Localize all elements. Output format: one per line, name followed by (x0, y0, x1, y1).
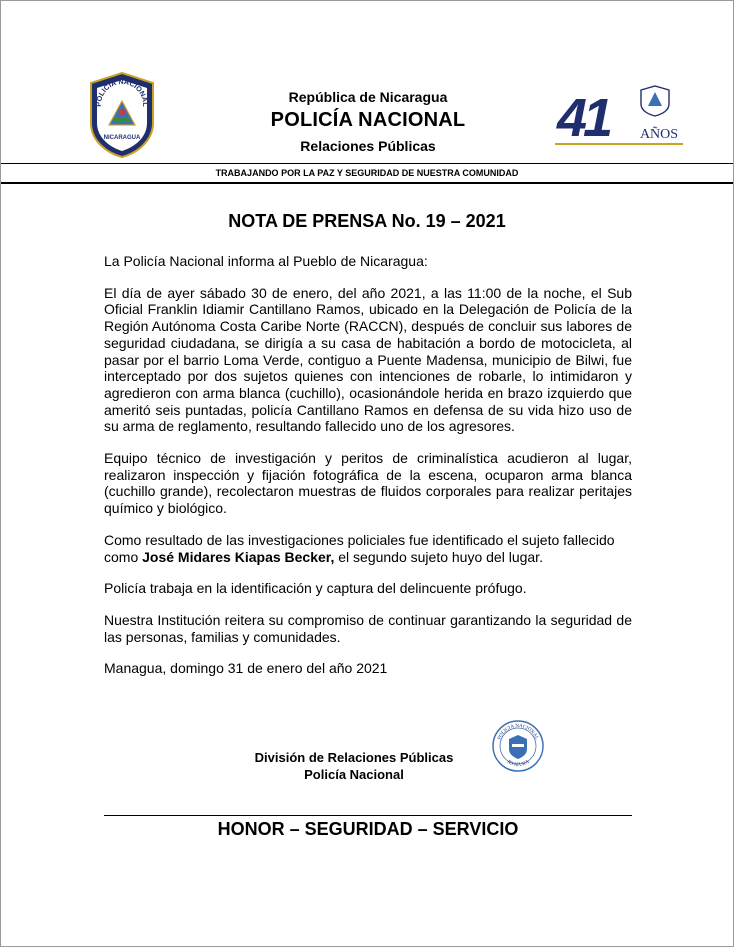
identification-text-before: Como resultado de las investigaciones policiales fue identificado el sujeto fallecido como (104, 531, 615, 565)
intro-paragraph: La Policía Nacional informa al Pueblo de Nicaragua: (104, 253, 428, 269)
signature-line-2: Policía Nacional (304, 767, 404, 782)
anniversary-word: AÑOS (639, 127, 679, 142)
department-name: Relaciones Públicas (300, 138, 436, 154)
identification-paragraph (104, 532, 632, 565)
capture-paragraph: Policía trabaja en la identificación y captura del delincuente prófugo. (104, 580, 527, 597)
signature-line-1: División de Relaciones Públicas (254, 750, 454, 765)
investigation-paragraph: Equipo técnico de investigación y peritos de criminalística acudieron al lugar, realizaron inspección y fijación fotográfica de la escena, ocuparon arma blanca (cuchillo grande), recolectaron muestras de fluidos corporales para realizar peritajes químico y biológico. (104, 450, 632, 517)
press-release-body (104, 253, 632, 692)
identification-text-after: el segundo sujeto huyo del lugar. (334, 548, 543, 565)
incident-paragraph: El día de ayer sábado 30 de enero, del año 2021, a las 11:00 de la noche, el Sub Oficial Franklin Idiamir Cantillano Ramos, ubicado en la Delegación de Policía de la Región Autónoma Costa Caribe Norte (RACCN), después de concluir sus labores de seguridad ciudadana, se dirigía a su casa de habitación a bordo de motocicleta, al pasar por el barrio Loma Verde, contiguo a Puente Madensa, municipio de Bilwi, fue interceptado por dos sujetos quienes con intenciones de robarle, lo intimidaron y agredieron con arma blanca (cuchillo), ocasionándole herida en brazo izquierdo que ameritó seis puntadas, policía Cantillano Ramos en defensa de su vida hizo uso de su arma de reglamento, resultando fallecido uno de los agresores. (104, 284, 632, 435)
logo-left-text: POLICIA NACIONAL (93, 76, 151, 107)
police-shield-logo (87, 71, 157, 159)
header-rule-top (1, 163, 733, 164)
commitment-paragraph: Nuestra Institución reitera su compromiso de continuar garantizando la seguridad de las personas, familias y comunidades. (104, 611, 632, 645)
slogan: TRABAJANDO POR LA PAZ Y SEGURIDAD DE NUESTRA COMUNIDAD (215, 168, 519, 178)
place-date: Managua, domingo 31 de enero del año 2021 (104, 660, 388, 677)
deceased-name: José Midares Kiapas Becker, (142, 548, 335, 565)
anniversary-41-logo (555, 84, 683, 148)
seal-bottom-text: JEFATURA (505, 759, 531, 769)
seal-top-text: POLICIA NACIONAL (497, 723, 539, 741)
letterhead (1, 1, 733, 201)
country-name: República de Nicaragua (288, 89, 448, 105)
jefatura-seal (491, 719, 545, 773)
anniversary-number: 41 (557, 88, 610, 148)
institution-name: POLICÍA NACIONAL (270, 109, 466, 131)
header-rule-bottom (1, 182, 733, 184)
press-release-title: NOTA DE PRENSA No. 19 – 2021 (228, 211, 506, 231)
footer-rule (104, 815, 632, 816)
logo-left-country: NICARAGUA (103, 135, 141, 141)
institutional-motto: HONOR – SEGURIDAD – SERVICIO (217, 819, 519, 839)
signature-block (206, 749, 502, 783)
